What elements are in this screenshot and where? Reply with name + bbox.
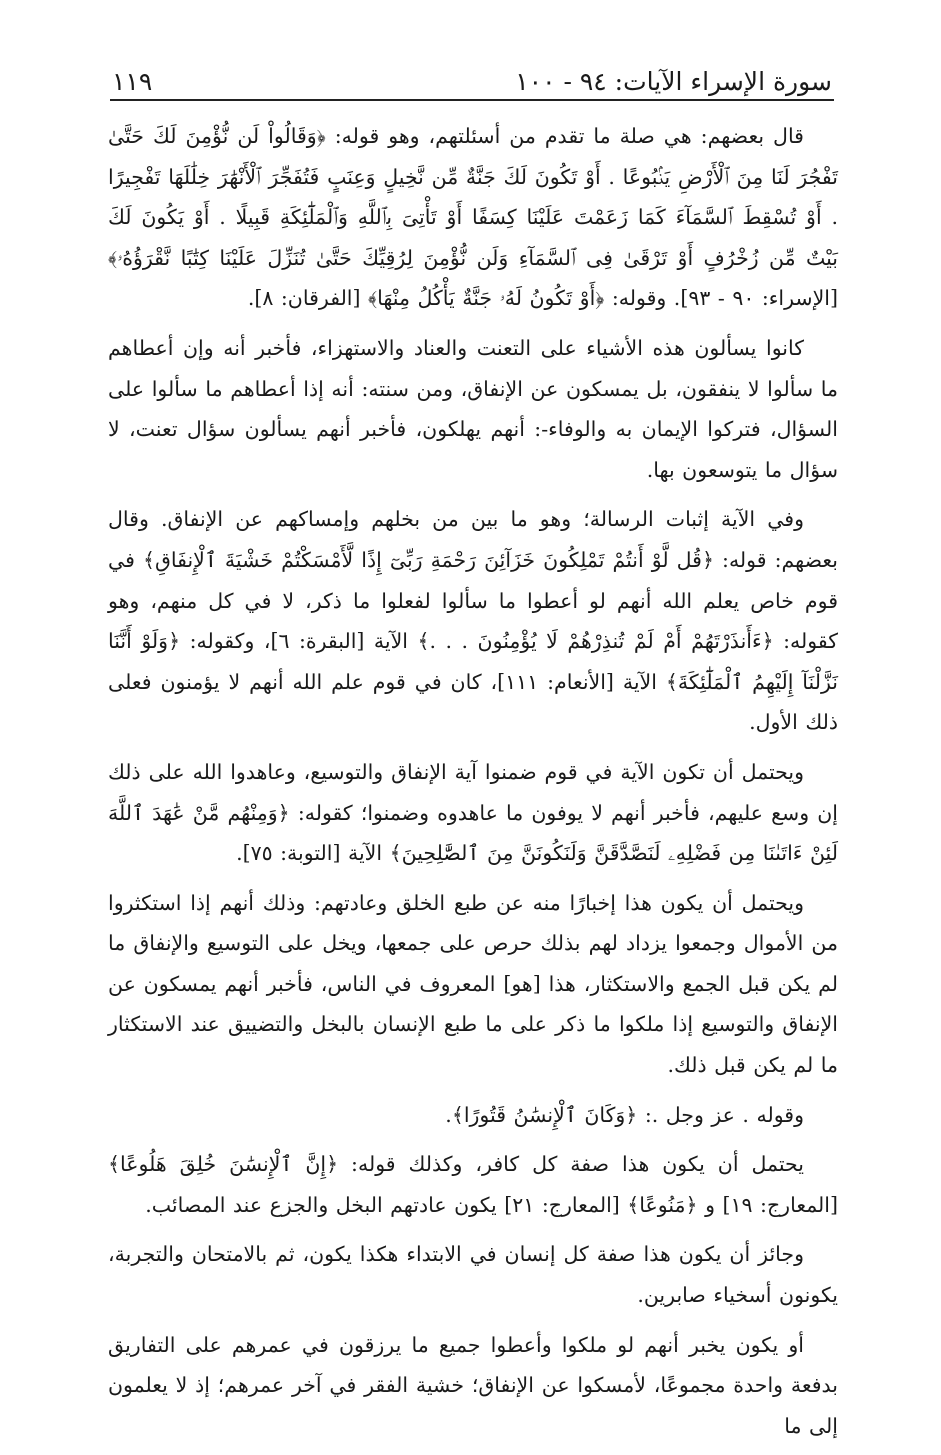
paragraph-2: كانوا يسألون هذه الأشياء على التعنت والعناد والاستهزاء، فأخبر أنه وإن أعطاهم ما سألوا لا ينفقون، بل يمسكون عن الإنفاق، ومن سنته: أنه إذا أعطاهم ما سألوا على السؤال، فتركوا الإيمان به والوفاء-: أنهم يهلكون، فأخبر أنهم يسألون سؤال تعنت، لا سؤال ما يتوسعون بها. xyxy=(108,335,838,482)
paragraph-4: ويحتمل أن تكون الآية في قوم ضمنوا آية الإنفاق والتوسيع، وعاهدوا الله على ذلك إن وسع عليهم، فأخبر أنهم لا يوفون ما عاهدوه وضمنوا؛ كقوله: ﴿وَمِنْهُم مَّنْ عَٰهَدَ ٱللَّهَ لَئِنْ ءَاتَىٰنَا مِن فَضْلِهِۦ لَنَصَّدَّقَنَّ وَلَنَكُونَنَّ مِنَ ٱلصَّٰلِحِينَ﴾ الآية [التوبة: ٧٥]. xyxy=(108,759,838,866)
paragraph-3: وفي الآية إثبات الرسالة؛ وهو ما بين من بخلهم وإمساكهم عن الإنفاق. وقال بعضهم: قوله: ﴿قُل لَّوْ أَنتُمْ تَمْلِكُونَ خَزَآئِنَ رَحْمَةِ رَبِّىٓ إِذًا لَّأَمْسَكْتُمْ خَشْيَةَ ٱلْإِنفَاقِ﴾ في قوم خاص يعلم الله أنهم لو أعطوا ما سألوا لفعلوا ما ذكر، لا في كل منهم، وهو كقوله: ﴿ءَأَنذَرْتَهُمْ أَمْ لَمْ تُنذِرْهُمْ لَا يُؤْمِنُونَ . . .﴾ الآية [البقرة: ٦]، وكقوله: ﴿وَلَوْ أَنَّنَا نَزَّلْنَآ إِلَيْهِمُ ٱلْمَلَٰٓئِكَةَ﴾ الآية [الأنعام: ١١١]، كان في قوم علم الله أنهم لا يؤمنون فعلى ذلك الأول. xyxy=(108,507,839,735)
header-title: سورة الإسراء الآيات: ٩٤ - ١٠٠ xyxy=(515,67,832,96)
paragraph-5: ويحتمل أن يكون هذا إخبارًا منه عن طبع الخلق وعادتهم: وذلك أنهم إذا استكثروا من الأموال وجمعوا يزداد لهم بذلك حرص على جمعها، ويخل على التوسيع والإنفاق ما لم يكن قبل الجمع والاستكثار، هذا [هو] المعروف في الناس، فأخبر أنهم يمسكون عن الإنفاق والتوسيع إذا ملكوا ما ذكر على ما طبع الإنسان بالبخل والتضييق عند الاستكثار ما لم يكن قبل ذلك. xyxy=(108,890,838,1078)
paragraph-6: وقوله . عز وجل .: ﴿وَكَانَ ٱلْإِنسَٰنُ قَتُورًا﴾. xyxy=(445,1102,804,1127)
header-divider xyxy=(110,99,834,101)
page-number: ١١٩ xyxy=(112,67,153,96)
paragraph-8: وجائز أن يكون هذا صفة كل إنسان في الابتداء هكذا يكون، ثم بالامتحان والتجربة، يكونون أسخياء صابرين. xyxy=(108,1242,838,1308)
page-body xyxy=(108,116,838,1455)
paragraph-9: أو يكون يخبر أنهم لو ملكوا وأعطوا جميع ما يرزقون في عمرهم على التفاريق بدفعة واحدة مجموعًا، لأمسكوا عن الإنفاق؛ خشية الفقر في آخر عمرهم؛ إذ لا يعلمون إلى ما xyxy=(108,1332,838,1438)
paragraph-7: يحتمل أن يكون هذا صفة كل كافر، وكذلك قوله: ﴿إِنَّ ٱلْإِنسَٰنَ خُلِقَ هَلُوعًا﴾ [المعارج: ١٩] و ﴿مَنُوعًا﴾ [المعارج: ٢١] يكون عادتهم البخل والجزع عند المصائب. xyxy=(108,1152,838,1217)
paragraph-1: قال بعضهم: هي صلة ما تقدم من أسئلتهم، وهو قوله: ﴿وَقَالُواْ لَن نُّؤْمِنَ لَكَ حَتَّىٰ تَفْجُرَ لَنَا مِنَ ٱلْأَرْضِ يَنۢبُوعًا . أَوْ تَكُونَ لَكَ جَنَّةٌ مِّن نَّخِيلٍ وَعِنَبٍ فَتُفَجِّرَ ٱلْأَنْهَٰرَ خِلَٰلَهَا تَفْجِيرًا . أَوْ تُسْقِطَ ٱلسَّمَآءَ كَمَا زَعَمْتَ عَلَيْنَا كِسَفًا أَوْ تَأْتِىَ بِٱللَّهِ وَٱلْمَلَٰٓئِكَةِ قَبِيلًا . أَوْ يَكُونَ لَكَ بَيْتٌ مِّن زُخْرُفٍ أَوْ تَرْقَىٰ فِى ٱلسَّمَآءِ وَلَن نُّؤْمِنَ لِرُقِيِّكَ حَتَّىٰ تُنَزِّلَ عَلَيْنَا كِتَٰبًا نَّقْرَؤُهُۥ﴾ [الإسراء: ٩٠ - ٩٣]. وقوله: ﴿أَوْ تَكُونُ لَهُۥ جَنَّةٌ يَأْكُلُ مِنْهَا﴾ [الفرقان: ٨]. xyxy=(108,124,838,311)
running-header xyxy=(112,50,832,94)
